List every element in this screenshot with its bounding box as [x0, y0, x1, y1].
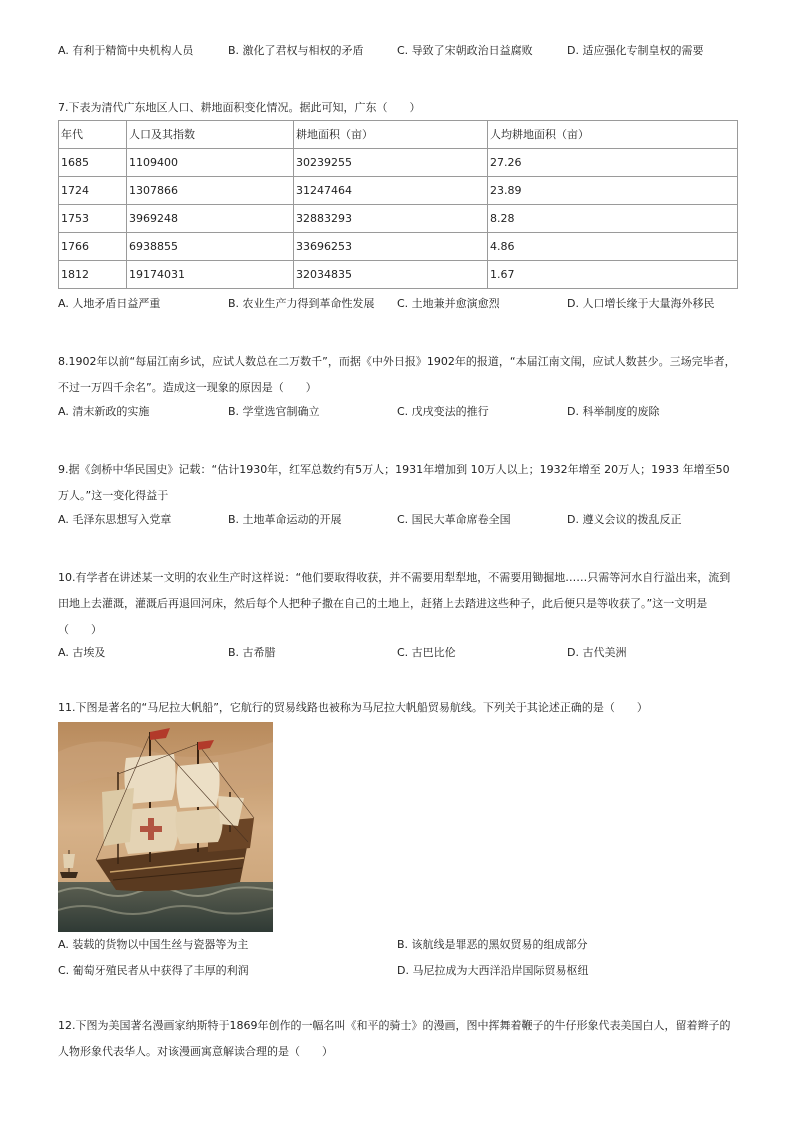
table-cell: 31247464 — [294, 177, 488, 205]
q10-option-c[interactable]: C. 古巴比伦 — [397, 646, 456, 659]
q11-option-a[interactable]: A. 装载的货物以中国生丝与瓷器等为主 — [58, 938, 249, 951]
table-row — [59, 233, 738, 261]
q11-option-c[interactable]: C. 葡萄牙殖民者从中获得了丰厚的利润 — [58, 964, 249, 977]
q7-stem: 7.下表为清代广东地区人口、耕地面积变化情况。据此可知，广东（ ） — [58, 101, 421, 114]
table-cell: 1.67 — [488, 261, 738, 289]
q7-options — [58, 295, 758, 313]
q8-option-d[interactable]: D. 科举制度的废除 — [567, 405, 660, 418]
manila-galleon-painting — [58, 722, 273, 932]
q11-option-d[interactable]: D. 马尼拉成为大西洋沿岸国际贸易枢纽 — [397, 964, 589, 977]
q10-option-b[interactable]: B. 古希腊 — [228, 646, 276, 659]
q8-options — [58, 403, 758, 421]
header-cell-farmland: 耕地面积（亩） — [294, 121, 488, 149]
q10-option-a[interactable]: A. 古埃及 — [58, 646, 106, 659]
table-row — [59, 177, 738, 205]
table-row — [59, 205, 738, 233]
q7-option-a[interactable]: A. 人地矛盾日益严重 — [58, 297, 161, 310]
table-row — [59, 149, 738, 177]
table-cell: 32034835 — [294, 261, 488, 289]
q9-stem: 9.据《剑桥中华民国史》记载：“估计1930年，红军总数约有5万人；1931年增加到 10万人以上；1932年增至 20万人；1933 年增至50万人。”这一变化得益于 — [58, 463, 730, 502]
q6-option-a[interactable]: A. 有利于精简中央机构人员 — [58, 44, 194, 57]
table-cell: 27.26 — [488, 149, 738, 177]
q11-options-row-2 — [58, 962, 758, 980]
table-cell: 1753 — [59, 205, 127, 233]
q8-option-c[interactable]: C. 戊戌变法的推行 — [397, 405, 489, 418]
table-row — [59, 261, 738, 289]
q6-option-b[interactable]: B. 激化了君权与相权的矛盾 — [228, 44, 364, 57]
q9-option-b[interactable]: B. 土地革命运动的开展 — [228, 513, 342, 526]
table-cell: 4.86 — [488, 233, 738, 261]
q6-option-d[interactable]: D. 适应强化专制皇权的需要 — [567, 44, 704, 57]
table-cell: 1724 — [59, 177, 127, 205]
q9-option-c[interactable]: C. 国民大革命席卷全国 — [397, 513, 511, 526]
table-cell: 1766 — [59, 233, 127, 261]
table-cell: 1109400 — [127, 149, 294, 177]
table-cell: 1685 — [59, 149, 127, 177]
q7-option-b[interactable]: B. 农业生产力得到革命性发展 — [228, 297, 375, 310]
galleon-illustration — [58, 722, 273, 932]
q10-option-d[interactable]: D. 古代美洲 — [567, 646, 627, 659]
q10-stem: 10.有学者在讲述某一文明的农业生产时这样说：“他们要取得收获，并不需要用犁犁地，不需要用锄掘地……只需等河水自行溢出来，流到田地上去灌溉，灌溉后再退回河床，然后每个人把种子撒在自己的土地上，赶猪上去踏进这些种子，此后便只是等收获了。”这一文明是（ ） — [58, 571, 731, 636]
q12-stem: 12.下图为美国著名漫画家纳斯特于1869年创作的一幅名叫《和平的骑士》的漫画，图中挥舞着鞭子的牛仔形象代表美国白人，留着辫子的人物形象代表华人。对该漫画寓意解读合理的是（ ） — [58, 1019, 731, 1058]
table-cell: 6938855 — [127, 233, 294, 261]
q8-option-b[interactable]: B. 学堂选官制确立 — [228, 405, 320, 418]
table-cell: 1307866 — [127, 177, 294, 205]
q6-option-c[interactable]: C. 导致了宋朝政治日益腐败 — [397, 44, 533, 57]
table-cell: 33696253 — [294, 233, 488, 261]
table-cell: 32883293 — [294, 205, 488, 233]
table-cell: 23.89 — [488, 177, 738, 205]
q6-options — [58, 42, 758, 60]
header-cell-per-capita: 人均耕地面积（亩） — [488, 121, 738, 149]
q11-options-row-1 — [58, 936, 758, 954]
header-cell-population: 人口及其指数 — [127, 121, 294, 149]
q8-stem: 8.1902年以前“每届江南乡试，应试人数总在二万数千”，而据《中外日报》1902年的报道，“本届江南文闱，应试人数甚少。三场完毕者，不过一万四千余名”。造成这一现象的原因是（ ） — [58, 355, 736, 394]
q11-option-b[interactable]: B. 该航线是罪恶的黑奴贸易的组成部分 — [397, 938, 588, 951]
q9-option-d[interactable]: D. 遵义会议的拨乱反正 — [567, 513, 682, 526]
table-cell: 19174031 — [127, 261, 294, 289]
q10-options — [58, 644, 758, 662]
q11-stem: 11.下图是著名的“马尼拉大帆船”，它航行的贸易线路也被称为马尼拉大帆船贸易航线。下列关于其论述正确的是（ ） — [58, 701, 648, 714]
q8-option-a[interactable]: A. 清末新政的实施 — [58, 405, 150, 418]
q7-option-c[interactable]: C. 土地兼并愈演愈烈 — [397, 297, 500, 310]
header-cell-year: 年代 — [59, 121, 127, 149]
q9-option-a[interactable]: A. 毛泽东思想写入党章 — [58, 513, 172, 526]
table-header-row — [59, 121, 738, 149]
q7-data-table — [58, 120, 738, 289]
table-cell: 3969248 — [127, 205, 294, 233]
table-cell: 1812 — [59, 261, 127, 289]
table-cell: 8.28 — [488, 205, 738, 233]
q9-options — [58, 511, 758, 529]
table-cell: 30239255 — [294, 149, 488, 177]
q7-option-d[interactable]: D. 人口增长缘于大量海外移民 — [567, 297, 715, 310]
